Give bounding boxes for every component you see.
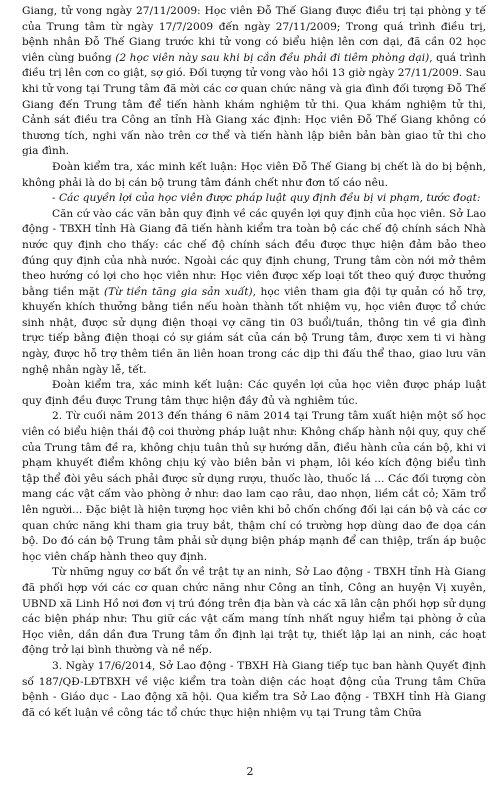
paragraph-conclusion-1: Đoàn kiểm tra, xác minh kết luận: Học viên Đỗ Thế Giang bị chết là do bị bệnh, không phải là do bị cán bộ trung tâm đánh chết như đơn tố cáo nêu. [22,160,486,189]
paragraph-item-2: 2. Từ cuối năm 2013 đến tháng 6 năm 2014 tại Trung tâm xuất hiện một số học viên có biểu hiện thái độ coi thường pháp luật như: Không chấp hành nội quy, quy chế của Trung tâm đề ra, không chịu tuân thủ sự hướng dẫn, điều hành của cán bộ, khi vi phạm khuyết điểm không chịu ký vào biên bản vi phạm, lôi kéo kích động biểu tình tập thể đòi yêu sách phải được sử dụng rượu, thuốc lào, thuốc lá ... Các đối tượng còn mang các vật cấm vào phòng ở như: dao lam cạo râu, dao nhọn, liềm cắt cỏ; Xăm trổ lên người... Đặc biệt là hiện tượng học viên khi bỏ chốn chống đối lại cán bộ và các cơ quan chức năng khi tham gia truy bắt, thậm chí có trường hợp dùng dao đe dọa cán bộ. Do đó cán bộ Trung tâm phải sử dụng biện pháp mạnh để can thiệp, trấn áp buộc học viên chấp hành theo quy định. [22,410,486,563]
italic-note: (Từ tiền tăng gia sản xuất) [103,285,253,298]
document-page [22,4,486,721]
paragraph-measures: Từ những nguy cơ bất ổn về trật tự an ninh, Sở Lao động - TBXH tỉnh Hà Giang đã phối hợp với các cơ quan chức năng như Công an tỉnh, Công an huyện Vị xuyên, UBND xã Linh Hồ nơi đơn vị trú đóng trên địa bàn và các xã lân cận phối hợp sử dụng các biện pháp như: Thu giữ các vật cấm mang tính nhất nguy hiểm tại phòng ở của Học viên, dần dần đưa Trung tâm ổn định lại trật tự, thiết lập lại an ninh, các hoạt động trở lại bình thường và nề nếp. [22,566,486,657]
text-run: Giang, tử vong ngày 27/11/2009: Học viên Đỗ Thế Giang được điều trị tại phòng y tế của Trung tâm từ ngày 17/7/2009 đến ngày 27/11/2009; Trong quá trình điều trị, bệnh nhân Đỗ Thế Giang trước khi tử vong có biểu hiện lên cơn dại, đã cần 02 học viên cùng buồng [22,5,486,64]
paragraph-conclusion-2: Đoàn kiểm tra, xác minh kết luận: Các quyền lợi của học viên được pháp luật quy định đều được Trung tâm thực hiện đầy đủ và nghiêm túc. [22,379,486,407]
text-run: Căn cứ vào các văn bản quy định về các quyền lợi quy định của học viên. Sở Lao động - TBXH tỉnh Hà Giang đã tiến hành kiểm tra toàn bộ các chế độ chính sách Nhà nước quy định cho thấy: các chế độ chính sách đều được thực hiện đảm bảo theo đúng quy định của nhà nước. Ngoài các quy định chung, Trung tâm còn nới mở thêm theo hướng có lợi cho học viên như: Học viên được xếp loại tốt theo quý được thưởng bằng tiền mặt [22,207,486,298]
italic-note: (2 học viên này sau khi bị cắn đều phải đi tiêm phòng dại) [115,51,430,64]
paragraph-rights [22,207,486,379]
section-heading-rights: - Các quyền lợi của học viên được pháp luật quy định đều bị vi phạm, tước đoạt: [52,192,481,205]
text-run: , học viên tham gia đội tự quản có hỗ trợ, khuyến khích thưởng bằng tiền nếu hoàn thành tốt nhiệm vụ, học viên được tổ chức sinh nhật, được sử dụng điện thoại vợ căng tin 03 buổi/tuần, thông tin về gia đình trực tiếp bằng điện thoại có sự giám sát của cán bộ Trung tâm, được xem ti vi hàng ngày, được hỗ trợ thêm tiền ăn liên hoan trong các dịp thi đấu thể thao, giao lưu văn nghệ nhân ngày lễ, tết. [22,285,487,376]
paragraph-death-case [22,4,486,160]
page-number: 2 [246,765,254,778]
text-run: , quá trình điều trị lên cơn co giật, sợ gió. Đối tượng tử vong vào hồi 13 giờ ngày 27/11/2009. Sau khi tử vong tại Trung tâm đã mời các cơ quan chức năng và gia đình đối tượng Đỗ Thế Giang đến Trung tâm để tiến hành khám nghiệm tử thi. Qua khám nghiệm tử thi, Cảnh sát điều tra Công an tỉnh Hà Giang xác định: Học viên Đỗ Thế Giang không có thương tích, nghi vấn nào trên cơ thể và tiến hành lập biên bản bàn giao tử thi cho gia đình. [22,51,486,158]
paragraph-item-3: 3. Ngày 17/6/2014, Sở Lao động - TBXH Hà Giang tiếp tục ban hành Quyết định số 187/QĐ-LĐTBXH về việc kiểm tra toàn diện các hoạt động của Trung tâm Chữa bệnh - Giáo dục - Lao động xã hội. Qua kiểm tra Sở Lao động - TBXH tỉnh Hà Giang đã có kết luận về công tác tổ chức thực hiện nhiệm vụ tại Trung tâm Chữa [22,659,486,719]
